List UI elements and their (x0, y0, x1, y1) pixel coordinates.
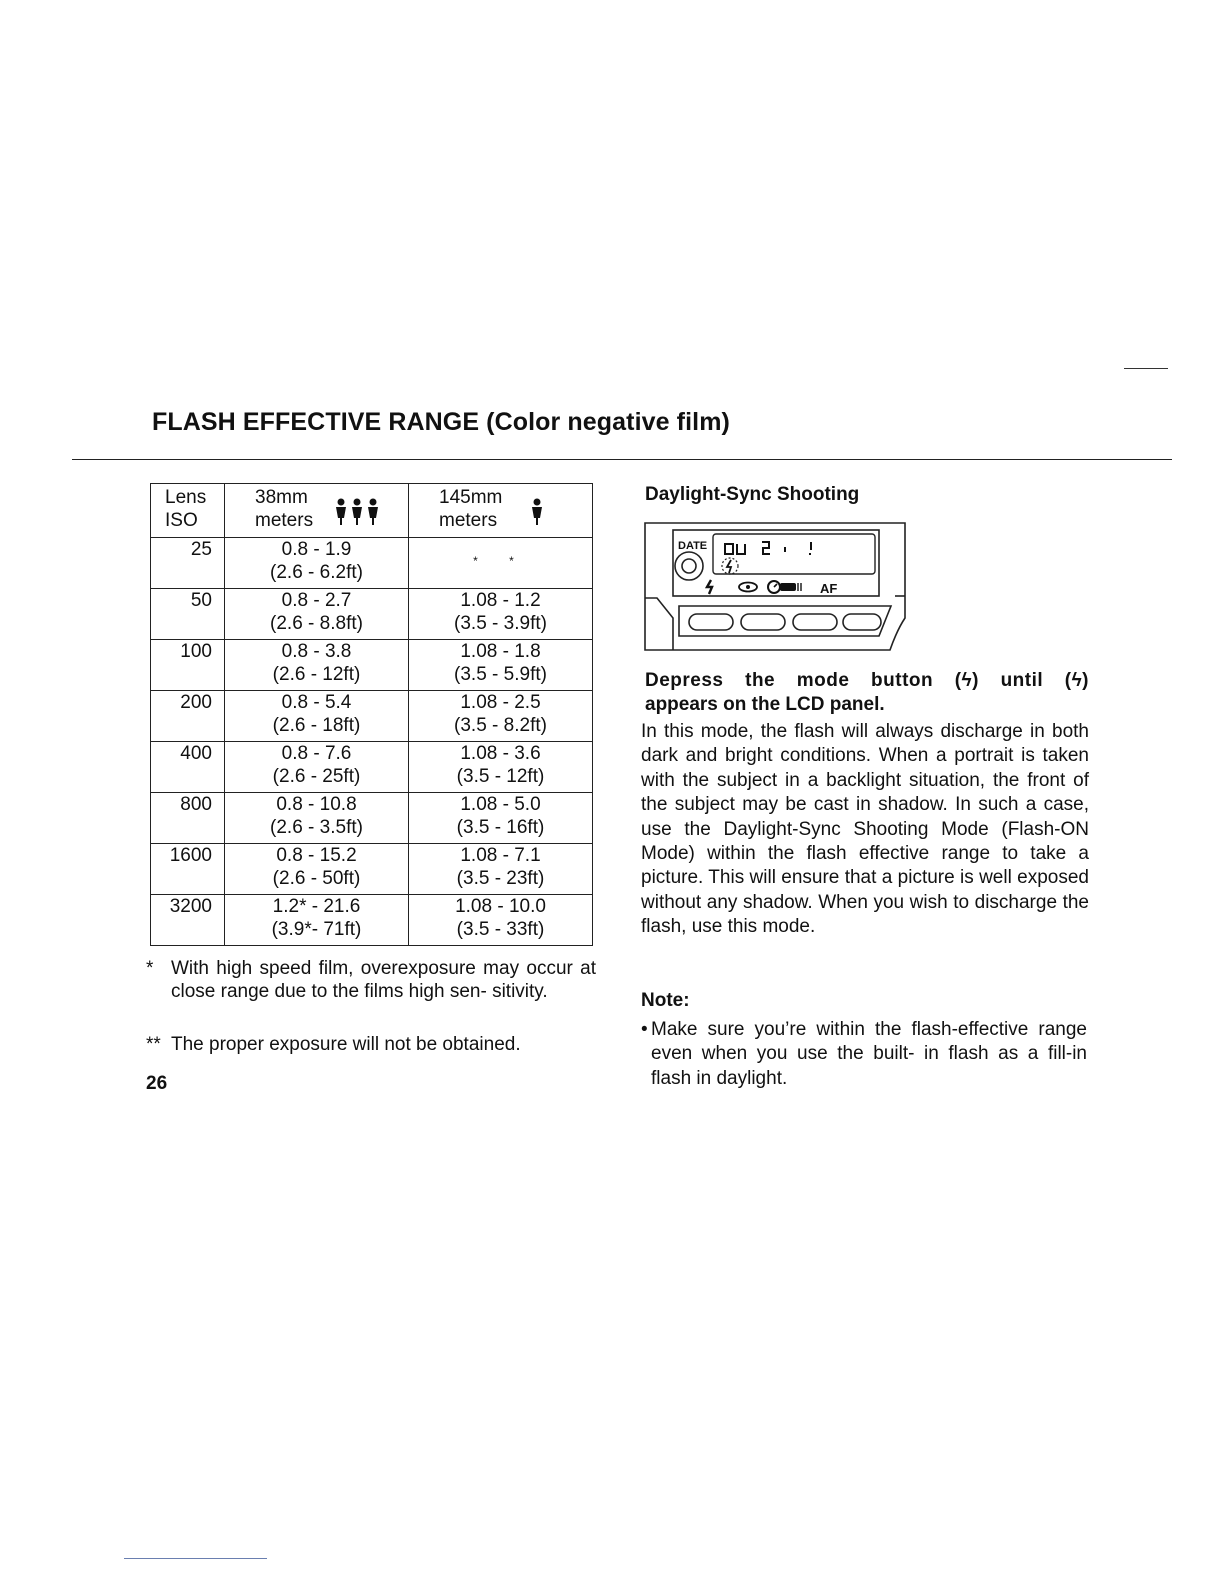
range-145mm-cell (409, 895, 593, 946)
range-38mm-cell (225, 793, 409, 844)
note-bullet: • (641, 1019, 648, 1040)
header-145mm-focal: 145mm (439, 487, 503, 508)
footnote-exposure (146, 1033, 596, 1056)
range-meters: 0.8 - 2.7 (281, 590, 352, 611)
table-row (151, 691, 593, 742)
range-meters: 0.8 - 1.9 (281, 539, 352, 560)
range-145mm-cell (409, 589, 593, 640)
table-row (151, 589, 593, 640)
range-38mm-cell (225, 844, 409, 895)
range-feet: (3.5 - 12ft) (456, 766, 545, 787)
header-lens-iso (151, 484, 225, 538)
range-feet: (2.6 - 12ft) (272, 664, 361, 685)
table-row (151, 742, 593, 793)
range-feet: (2.6 - 18ft) (272, 715, 361, 736)
range-145mm-cell (409, 844, 593, 895)
date-label: DATE (678, 540, 708, 552)
range-meters: 1.2* - 21.6 (272, 896, 361, 917)
flash-mode-icon (707, 580, 712, 594)
range-feet: (3.9*- 71ft) (271, 919, 362, 940)
battery-icon (780, 583, 796, 591)
range-feet: (2.6 - 3.5ft) (270, 817, 363, 838)
iso-cell: 400 (151, 742, 225, 793)
not-applicable-marker: * * (473, 554, 528, 568)
page-number: 26 (146, 1073, 168, 1094)
range-feet: (3.5 - 33ft) (456, 919, 545, 940)
range-38mm-cell (225, 742, 409, 793)
iso-cell: 3200 (151, 895, 225, 946)
daylight-sync-description: In this mode, the flash will always discharge in both dark and bright conditions. When a portrait is taken with the subject in a backlight situation, the front of the subject may be cast in shadow. In such a case, use the Daylight-Sync Shooting Mode (Flash-ON Mode) within the flash effective range to take a picture. This will ensure that a picture is well exposed without any shadow. When you wish to discharge the flash, use this mode. (641, 721, 1089, 938)
header-iso-label: ISO (165, 510, 198, 531)
range-meters: 0.8 - 10.8 (276, 794, 357, 815)
footnote-mark: * (146, 958, 154, 979)
header-38mm-focal: 38mm (255, 487, 308, 508)
instruction-text (645, 669, 1089, 717)
iso-cell: 50 (151, 589, 225, 640)
range-145mm-cell (409, 640, 593, 691)
header-38mm-unit: meters (255, 510, 314, 531)
mode-buttons-row (679, 606, 891, 636)
range-145mm-cell (409, 691, 593, 742)
table-row (151, 844, 593, 895)
page-title: FLASH EFFECTIVE RANGE (Color negative film) (152, 408, 730, 436)
range-38mm-cell (225, 538, 409, 589)
range-meters: 1.08 - 1.8 (460, 641, 541, 662)
range-meters: 1.08 - 10.0 (455, 896, 546, 917)
range-feet: (3.5 - 8.2ft) (454, 715, 547, 736)
single-figure-icon (529, 498, 545, 526)
self-timer-icon (768, 581, 780, 593)
lcd-digits (725, 542, 811, 555)
section-title: Daylight-Sync Shooting (645, 484, 860, 505)
flash-icon (727, 560, 731, 573)
range-feet: (3.5 - 3.9ft) (454, 613, 547, 634)
range-feet: (2.6 - 25ft) (272, 766, 361, 787)
range-meters: 0.8 - 5.4 (281, 692, 352, 713)
af-label: AF (820, 581, 838, 596)
range-feet: (3.5 - 16ft) (456, 817, 545, 838)
header-lens-label: Lens (165, 487, 207, 508)
range-meters: 1.08 - 2.5 (460, 692, 541, 713)
note-heading: Note: (641, 990, 690, 1011)
iso-cell: 800 (151, 793, 225, 844)
footnote-text: The proper exposure will not be obtained. (171, 1034, 521, 1055)
range-145mm-cell (409, 742, 593, 793)
range-145mm-cell (409, 538, 593, 589)
table-header-row (151, 484, 593, 538)
footnote-high-speed (146, 957, 596, 1003)
range-145mm-cell (409, 793, 593, 844)
range-meters: 1.08 - 3.6 (460, 743, 541, 764)
range-feet: (2.6 - 8.8ft) (270, 613, 363, 634)
table-row (151, 793, 593, 844)
title-rule (72, 459, 1172, 460)
bottom-rule (124, 1558, 267, 1559)
range-meters: 1.08 - 5.0 (460, 794, 541, 815)
instruction-line-2: appears on the LCD panel. (645, 694, 885, 715)
footnote-mark: ** (146, 1034, 161, 1055)
instruction-line-1: Depress the mode button (ϟ) until (ϟ) (645, 670, 1089, 691)
iso-cell: 1600 (151, 844, 225, 895)
table-row (151, 538, 593, 589)
range-feet: (3.5 - 23ft) (456, 868, 545, 889)
group-figures-icon (332, 498, 382, 526)
iso-cell: 100 (151, 640, 225, 691)
flash-range-table (150, 483, 593, 946)
table-row (151, 895, 593, 946)
range-38mm-cell (225, 691, 409, 742)
range-feet: (3.5 - 5.9ft) (454, 664, 547, 685)
range-meters: 1.08 - 1.2 (460, 590, 541, 611)
red-eye-icon (739, 583, 757, 592)
range-meters: 0.8 - 15.2 (276, 845, 357, 866)
header-38mm (225, 484, 409, 538)
mode-button (689, 614, 733, 630)
iso-cell: 25 (151, 538, 225, 589)
iso-cell: 200 (151, 691, 225, 742)
top-rule (1124, 368, 1168, 369)
note-item (641, 1018, 1087, 1091)
table-row (151, 640, 593, 691)
range-meters: 1.08 - 7.1 (460, 845, 541, 866)
lcd-panel-illustration (643, 520, 907, 652)
range-meters: 0.8 - 7.6 (281, 743, 352, 764)
range-38mm-cell (225, 640, 409, 691)
range-feet: (2.6 - 50ft) (272, 868, 361, 889)
range-38mm-cell (225, 895, 409, 946)
range-38mm-cell (225, 589, 409, 640)
note-text: Make sure you’re within the flash-effective range even when you use the built- in flash as a fill-in flash in daylight. (651, 1019, 1087, 1089)
date-button-icon (675, 552, 703, 580)
header-145mm-unit: meters (439, 510, 498, 531)
range-feet: (2.6 - 6.2ft) (270, 562, 363, 583)
footnote-text: With high speed film, overexposure may occur at close range due to the films high sen- sitivity. (171, 958, 596, 1002)
header-145mm (409, 484, 593, 538)
range-meters: 0.8 - 3.8 (281, 641, 352, 662)
